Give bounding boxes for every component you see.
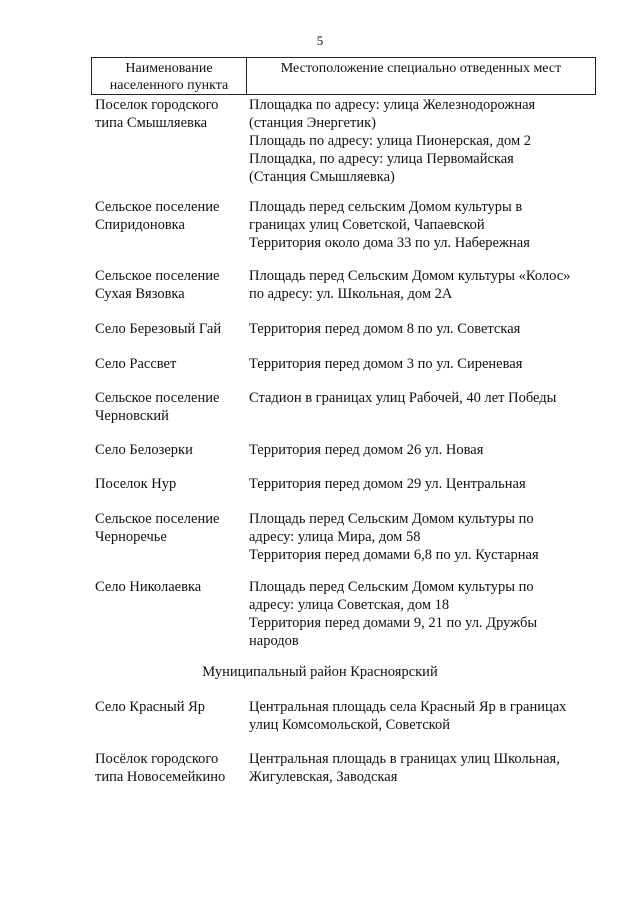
location-line: Территория перед домом 29 ул. Центральная	[249, 476, 526, 492]
location-line: границах улиц Советской, Чапаевской	[249, 217, 485, 233]
row-belozerki-location	[249, 441, 483, 459]
row-nikolaevka-location	[249, 578, 537, 650]
row-berezovy-gai-location	[249, 320, 520, 338]
row-krasny-yar-location	[249, 698, 566, 734]
name-line: Поселок Нур	[95, 476, 177, 492]
location-line: Территория перед домом 8 по ул. Советская	[249, 321, 521, 337]
row-rassvet-name	[95, 355, 176, 373]
name-line: Село Красный Яр	[95, 699, 205, 715]
location-line: Центральная площадь в границах улиц Школьная,	[249, 751, 560, 767]
header-settlement-line: Наименование	[125, 61, 213, 76]
name-line: Поселок городского	[95, 97, 219, 113]
name-line: типа Смышляевка	[95, 115, 208, 131]
row-smyshlyaevka-name	[95, 96, 218, 132]
location-line: Территория перед домами 6,8 по ул. Кустарная	[249, 547, 539, 563]
name-line: Посёлок городского	[95, 751, 219, 767]
table-header	[91, 57, 596, 95]
name-line: Село Березовый Гай	[95, 321, 222, 337]
row-belozerki-name	[95, 441, 193, 459]
name-line: Село Белозерки	[95, 442, 193, 458]
name-line: Сухая Вязовка	[95, 286, 185, 302]
location-line: Стадион в границах улиц Рабочей, 40 лет Победы	[249, 390, 557, 406]
row-sukhaya-vyazovka-location	[249, 267, 570, 303]
header-location: Местоположение специально отведенных мест	[280, 61, 562, 76]
row-nikolaevka-name	[95, 578, 201, 596]
row-novosemeikino-location	[249, 750, 560, 786]
location-line: Площадка, по адресу: улица Первомайская	[249, 151, 514, 167]
row-spiridonovka-name	[95, 198, 219, 234]
location-line: Площадь перед Сельским Домом культуры по	[249, 511, 534, 527]
row-nur-location	[249, 475, 526, 493]
row-chernorechye-name	[95, 510, 219, 546]
name-line: Спиридоновка	[95, 217, 185, 233]
row-krasny-yar-name	[95, 698, 205, 716]
location-line: адресу: улица Мира, дом 58	[249, 529, 421, 545]
row-smyshlyaevka-location	[249, 96, 535, 186]
row-sukhaya-vyazovka-name	[95, 267, 219, 303]
name-line: Черноречье	[95, 529, 167, 545]
page-number: 5	[316, 33, 324, 48]
row-berezovy-gai-name	[95, 320, 221, 338]
name-line: Сельское поселение	[95, 511, 220, 527]
location-line: (Станция Смышляевка)	[249, 169, 395, 185]
location-line: Площадь перед сельским Домом культуры в	[249, 199, 523, 215]
section-heading: Муниципальный район Красноярский	[202, 664, 438, 680]
location-line: Территория около дома 33 по ул. Набережная	[249, 235, 530, 251]
location-line: (станция Энергетик)	[249, 115, 376, 131]
location-line: Территория перед домом 3 по ул. Сиреневая	[249, 356, 523, 372]
location-line: по адресу: ул. Школьная, дом 2А	[249, 286, 453, 302]
name-line: Сельское поселение	[95, 390, 220, 406]
location-line: Территория перед домом 26 ул. Новая	[249, 442, 484, 458]
name-line: Село Рассвет	[95, 356, 177, 372]
location-line: Площадка по адресу: улица Железнодорожная	[249, 97, 536, 113]
row-nur-name	[95, 475, 176, 493]
name-line: Сельское поселение	[95, 268, 220, 284]
location-line: народов	[249, 633, 299, 649]
row-chernovsky-location	[249, 389, 556, 407]
row-rassvet-location	[249, 355, 522, 373]
name-line: Сельское поселение	[95, 199, 220, 215]
location-line: Жигулевская, Заводская	[249, 769, 398, 785]
location-line: Площадь по адресу: улица Пионерская, дом 2	[249, 133, 531, 149]
location-line: Площадь перед Сельским Домом культуры по	[249, 579, 534, 595]
row-chernorechye-location	[249, 510, 539, 564]
location-line: адресу: улица Советская, дом 18	[249, 597, 450, 613]
location-line: улиц Комсомольской, Советской	[249, 717, 450, 733]
location-line: Территория перед домами 9, 21 по ул. Дружбы	[249, 615, 538, 631]
header-settlement	[92, 60, 246, 94]
name-line: типа Новосемейкино	[95, 769, 226, 785]
header-settlement-line: населенного пункта	[109, 78, 229, 93]
row-chernovsky-name	[95, 389, 219, 425]
location-line: Центральная площадь села Красный Яр в границах	[249, 699, 567, 715]
name-line: Черновский	[95, 408, 169, 424]
location-line: Площадь перед Сельским Домом культуры «Колос»	[249, 268, 571, 284]
row-spiridonovka-location	[249, 198, 530, 252]
name-line: Село Николаевка	[95, 579, 202, 595]
row-novosemeikino-name	[95, 750, 225, 786]
